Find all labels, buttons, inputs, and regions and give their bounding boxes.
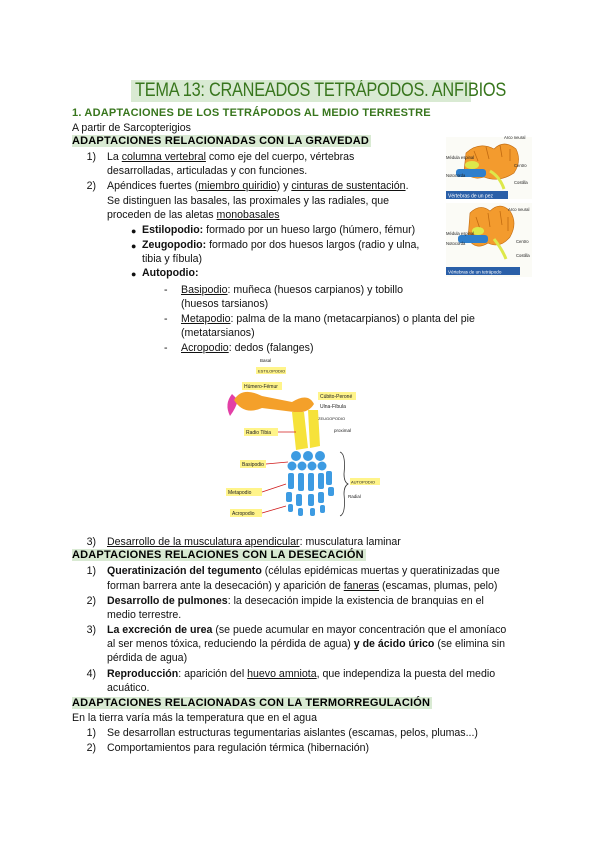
thermo-heading: ADAPTACIONES RELACIONADAS CON LA TERMORREGULACIÓN: [72, 697, 431, 709]
list-item-cont: Se distinguen las basales, las proximales y las radiales, que: [107, 195, 390, 207]
list-item: Acropodio: dedos (falanges): [181, 342, 314, 354]
vert-label: Notocorda: [446, 241, 466, 246]
caption-fish: Vértebras de un pez: [448, 193, 494, 200]
list-number: 1): [86, 565, 96, 577]
gravity-heading: ADAPTACIONES RELACIONADAS CON LA GRAVEDAD: [72, 135, 370, 147]
vert-label: Arco neural: [508, 207, 530, 212]
limb-label: Basipodio: [242, 462, 264, 468]
list-item: Se desarrollan estructuras tegumentarias aislantes (escamas, pelos, plumas...): [107, 727, 478, 739]
list-item-cont: forman barrera ante la desecación) y aparición de faneras (escamas, plumas, pelo): [107, 580, 498, 592]
list-item: Apéndices fuertes (miembro quiridio) y cinturas de sustentación.: [107, 180, 409, 192]
bullet-icon: ●: [131, 241, 137, 251]
limb-label: ZEUGOPODIO: [318, 416, 346, 421]
list-number: 1): [86, 151, 96, 163]
limb-label: Radio Tibia: [246, 430, 272, 436]
list-item-cont: (huesos tarsianos): [181, 298, 269, 310]
limb-label: Ulna-Fíbula: [320, 404, 346, 410]
list-item-cont: tibia y fíbula): [142, 253, 203, 265]
limb-label: Radial: [348, 494, 361, 499]
list-item-cont: desarrolladas, articuladas y con funciones.: [107, 165, 308, 177]
list-item-cont: al ser menos tóxica, reduciendo la pérdida de agua) y de ácido úrico (se elimina sin: [107, 638, 506, 650]
list-number: 4): [86, 668, 96, 680]
list-item: Basipodio: muñeca (huesos carpianos) y tobillo: [181, 284, 404, 296]
list-item: La excreción de urea (se puede acumular en mayor concentración que el amoníaco: [107, 624, 507, 636]
list-item-cont: medio terrestre.: [107, 609, 182, 621]
limb-label: ESTILOPODIO: [258, 368, 286, 374]
list-number: 2): [86, 180, 96, 192]
list-number: 1): [86, 727, 96, 739]
ulna-illustration: [308, 410, 320, 448]
vert-label: Notocorda: [446, 173, 466, 178]
list-number: 3): [86, 624, 96, 636]
brace-icon: [340, 452, 348, 516]
limb-label: Cúbito-Peroné: [320, 394, 353, 400]
list-item-cont: proceden de las aletas monobasales: [107, 209, 280, 221]
bullet-icon: ●: [131, 226, 137, 236]
intro-text: A partir de Sarcopterigios: [72, 122, 191, 134]
dash-icon: -: [164, 342, 168, 354]
list-item: Desarrollo de la musculatura apendicular: musculatura laminar: [107, 536, 401, 548]
list-item-cont: pérdida de agua): [107, 652, 188, 664]
radius-illustration: [292, 412, 308, 450]
list-number: 2): [86, 742, 96, 754]
dash-icon: -: [164, 284, 168, 296]
limb-label: Acropodio: [232, 511, 255, 517]
desiccation-heading: ADAPTACIONES RELACIONES CON LA DESECACIÓN: [72, 549, 364, 561]
limb-label: AUTOPODIO: [351, 479, 375, 485]
vert-label: Médula espinal: [446, 231, 475, 236]
limb-label: Húmero-Fémur: [244, 384, 278, 390]
list-item-cont: (metatarsianos): [181, 327, 255, 339]
page-title: TEMA 13: CRANEADOS TETRÁPODOS. ANFIBIOS: [135, 80, 506, 101]
vertebra-figure: [444, 131, 534, 279]
list-item: Zeugopodio: formado por dos huesos largos (radio y ulna,: [142, 239, 420, 251]
caption-tetrapod: Vértebras de un tetrápodo: [448, 269, 502, 275]
vert-label: Centro: [516, 239, 529, 244]
list-item: Autopodio:: [142, 267, 199, 279]
thermo-intro: En la tierra varía más la temperatura que en el agua: [72, 712, 317, 724]
vert-label: Médula espinal: [446, 155, 475, 160]
bullet-icon: ●: [131, 269, 137, 279]
list-item-cont: acuático.: [107, 682, 150, 694]
list-item: La columna vertebral como eje del cuerpo, vértebras: [107, 151, 355, 163]
list-number: 3): [86, 536, 96, 548]
limb-figure: [222, 356, 382, 526]
hand-illustration: [286, 451, 334, 516]
limb-label: Basal: [260, 358, 272, 363]
list-item: Desarrollo de pulmones: la desecación impide la existencia de branquias en el: [107, 595, 484, 607]
vert-label: Costilla: [514, 180, 528, 185]
fish-vertebrae-illustration: [446, 137, 532, 199]
dash-icon: -: [164, 313, 168, 325]
section-heading: 1. ADAPTACIONES DE LOS TETRÁPODOS AL MEDIO TERRESTRE: [72, 107, 431, 119]
vert-label: Arco neural: [504, 135, 526, 140]
vert-label: Centro: [514, 163, 527, 168]
list-item: Metapodio: palma de la mano (metacarpianos) o planta del pie: [181, 313, 475, 325]
list-item: Estilopodio: formado por un hueso largo (húmero, fémur): [142, 224, 416, 236]
list-item: Reproducción: aparición del huevo amniota, que independiza la puesta del medio: [107, 668, 496, 680]
humerus-illustration: [234, 392, 314, 413]
limb-label: Metapodio: [228, 490, 252, 496]
list-number: 2): [86, 595, 96, 607]
list-item: Comportamientos para regulación térmica (hibernación): [107, 742, 370, 754]
list-item: Queratinización del tegumento (células epidémicas muertas y queratinizadas que: [107, 565, 500, 577]
limb-label: proximal: [334, 428, 352, 433]
vert-label: Costilla: [516, 253, 530, 258]
